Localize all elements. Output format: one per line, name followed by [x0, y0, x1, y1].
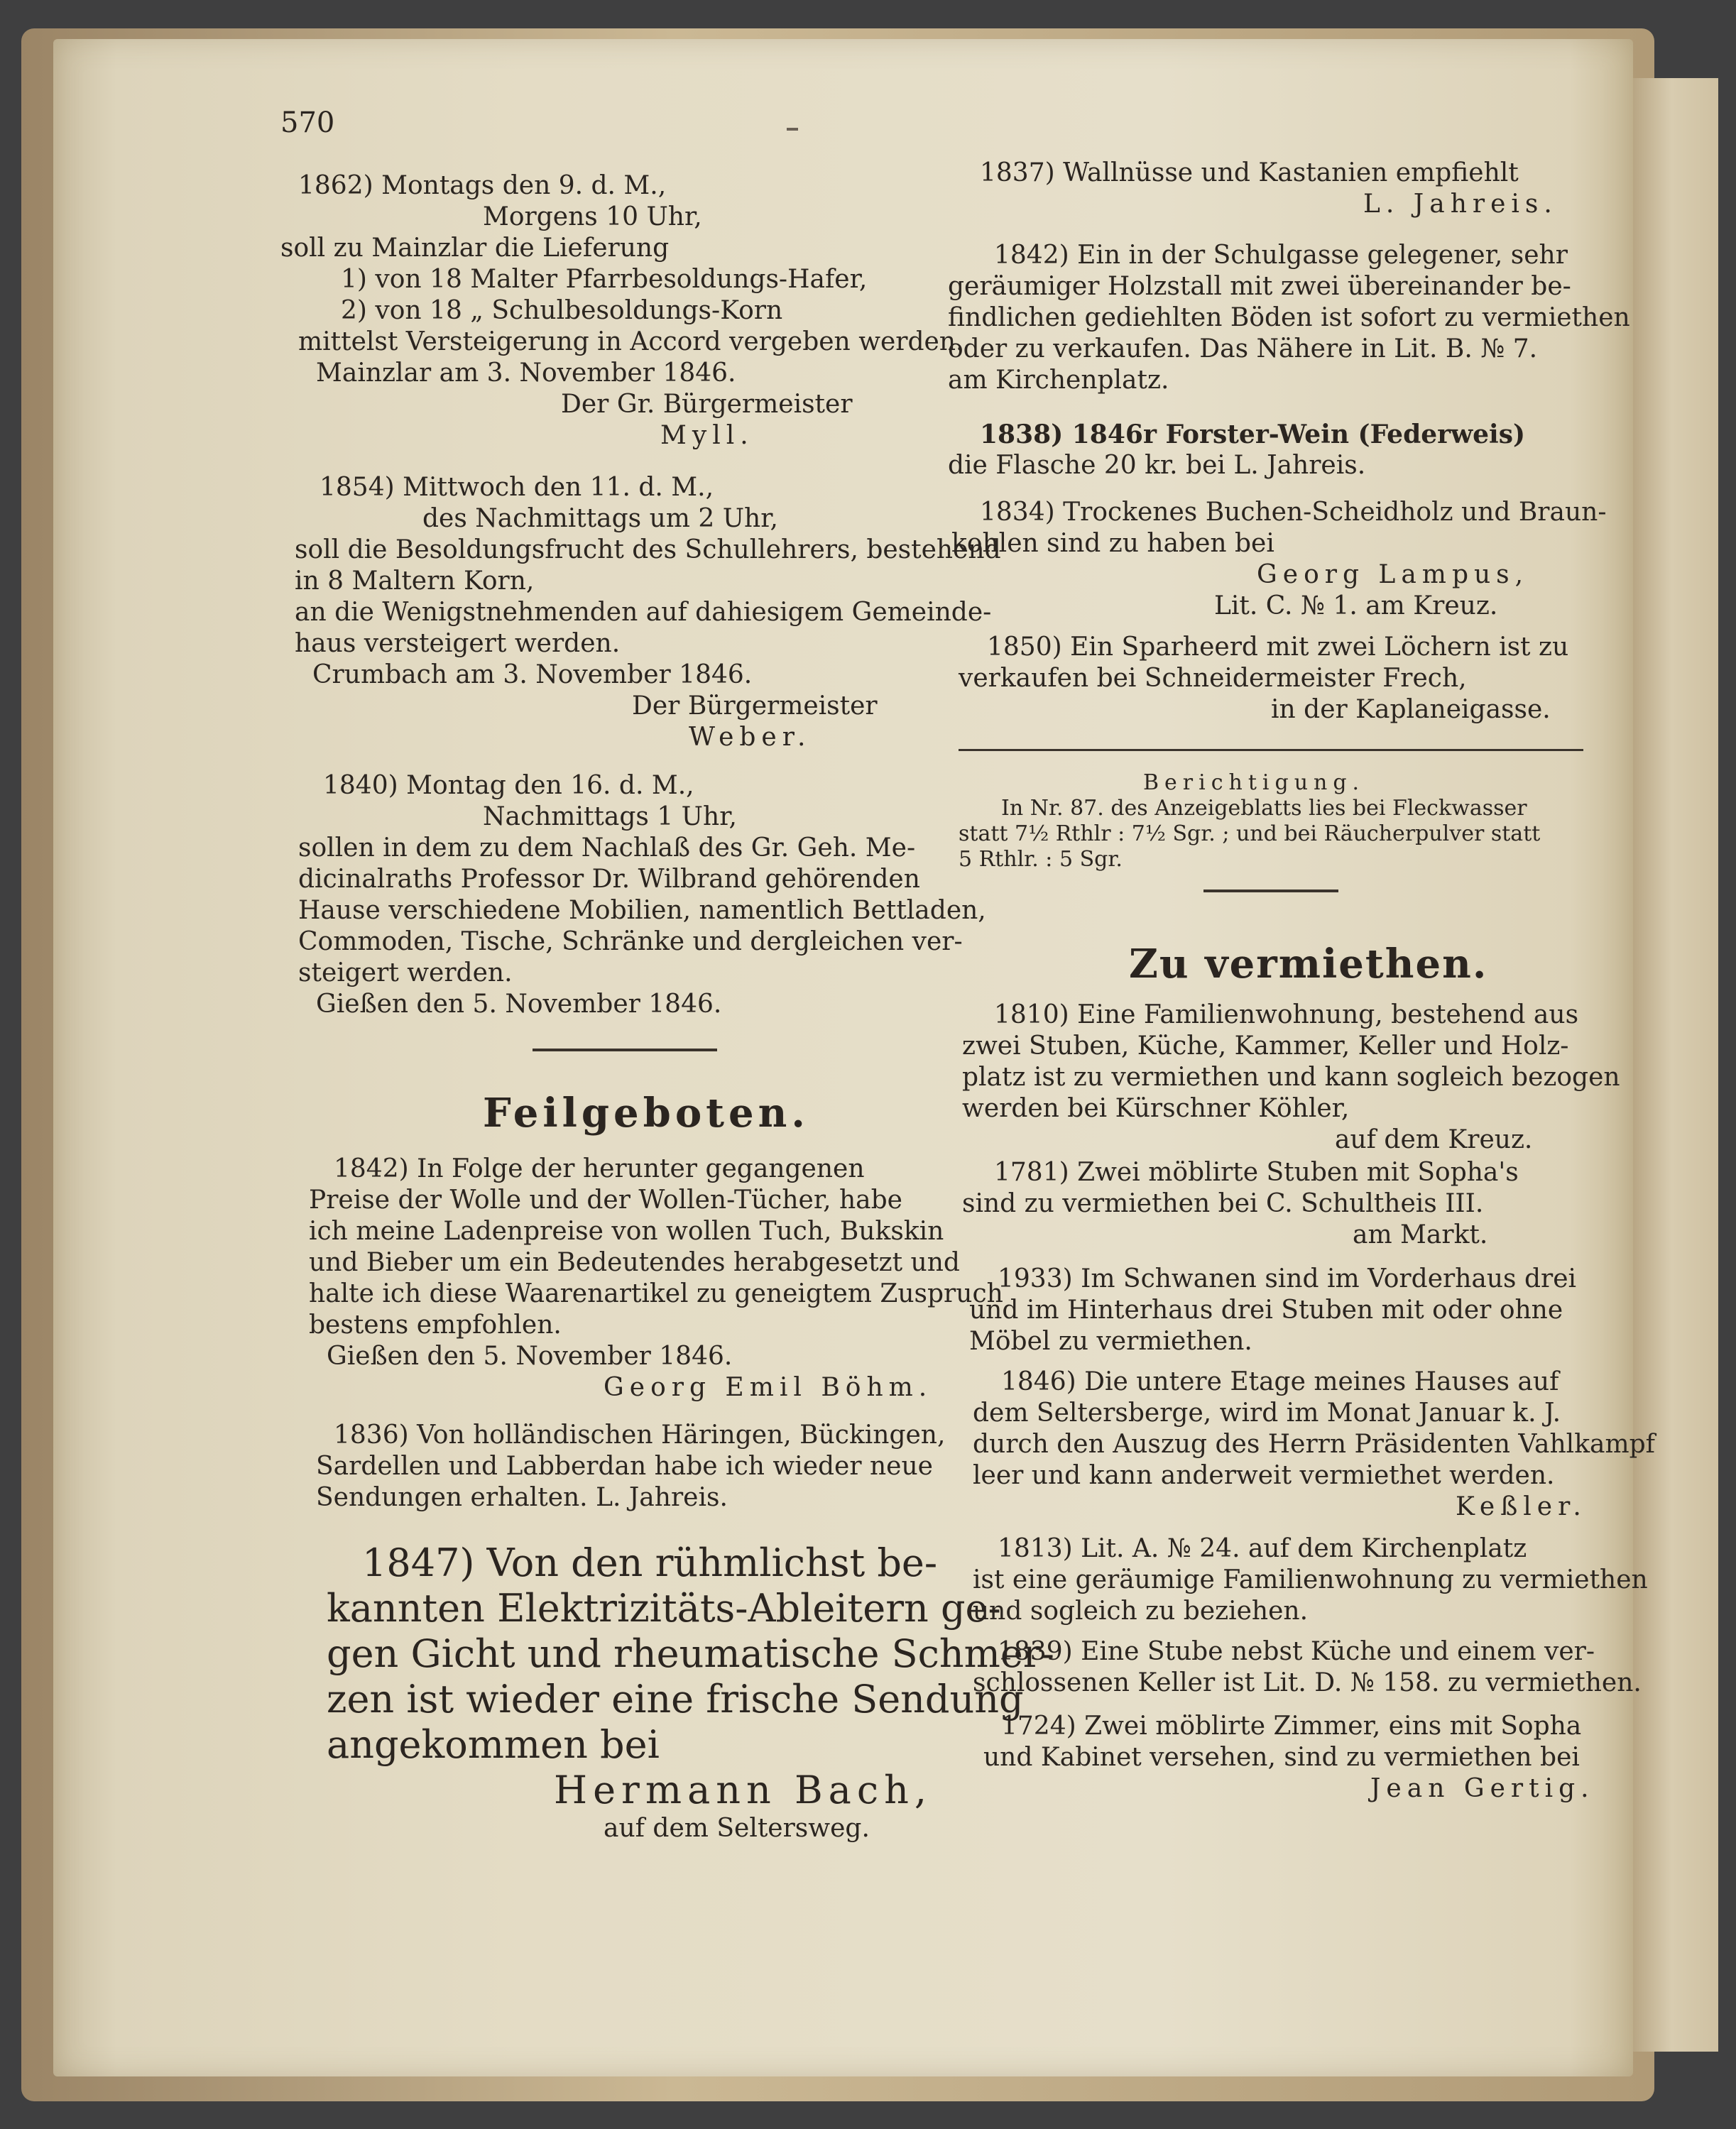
ad-1813: 1813) Lit. A. № 24. auf dem Kirchenplatz ist eine geräumige Familienwohnung zu vermiethen und sogleich zu beziehen. [973, 1534, 1648, 1626]
ad-1933: 1933) Im Schwanen sind im Vorderhaus drei und im Hinterhaus drei Stuben mit oder ohne Möbel zu vermiethen. [969, 1264, 1577, 1356]
page-number: 570 [280, 106, 335, 139]
section-heading-zu-vermiethen: Zu vermiethen. [1129, 941, 1488, 987]
ad-1842-holzstall: 1842) Ein in der Schulgasse gelegener, sehr geräumiger Holzstall mit zwei übereinander be- findlichen gediehlten Böden ist sofort zu vermiethen oder zu verkaufen. Das Nähere in Lit. B. № 7. am Kirchenplatz. [948, 241, 1630, 395]
ad-1850: 1850) Ein Sparheerd mit zwei Löchern ist zu verkaufen bei Schneidermeister Frech, in der Kaplaneigasse. [959, 633, 1569, 724]
facing-page-edge [1633, 78, 1718, 2052]
ad-1837: 1837) Wallnüsse und Kastanien empfiehlt L. Jahreis. [980, 158, 1558, 219]
ad-1862: 1862) Montags den 9. d. M., Morgens 10 Uhr, soll zu Mainzlar die Lieferung 1) von 18 Malter Pfarrbesoldungs-Hafer, 2) von 18 „ Schulbesoldungs-Korn mittelst Versteigerung in Accord vergeben werden. Mainzlar am 3. November 1846. Der Gr. Bürgermeister Myll. [280, 171, 964, 450]
section-divider [533, 1049, 717, 1051]
ad-1834: 1834) Trockenes Buchen-Scheidholz und Braun- kohlen sind zu haben bei Georg Lampus, Lit. C. № 1. am Kreuz. [951, 498, 1607, 620]
ad-1842-wool: 1842) In Folge der herunter gegangenen Preise der Wolle und der Wollen-Tücher, habe ich meine Ladenpreise von wollen Tuch, Bukskin und Bieber um ein Bedeutendes herabgesetzt und halte ich diese Waarenartikel zu geneigtem Zuspruch bestens empfohlen. Gießen den 5. November 1846. Georg Emil Böhm. [309, 1154, 1003, 1402]
ad-1854: 1854) Mittwoch den 11. d. M., des Nachmittags um 2 Uhr, soll die Besoldungsfrucht des Schullehrers, bestehend in 8 Maltern Korn, an die Wenigstnehmenden auf dahiesigem Gemeinde- haus versteigert werden. Crumbach am 3. November 1846. Der Bürgermeister Weber. [295, 473, 1001, 752]
ad-1810: 1810) Eine Familienwohnung, bestehend aus zwei Stuben, Küche, Kammer, Keller und Holz- platz ist zu vermiethen und kann sogleich bezogen werden bei Kürschner Köhler, auf dem Kreuz. [962, 1000, 1620, 1154]
section-divider [1203, 890, 1338, 892]
ad-1781: 1781) Zwei möblirte Stuben mit Sopha's sind zu vermiethen bei C. Schultheis III. am Markt. [962, 1158, 1519, 1249]
ad-1839: 1839) Eine Stube nebst Küche und einem ver- schlossenen Keller ist Lit. D. № 158. zu vermiethen. [973, 1637, 1642, 1697]
section-heading-feilgeboten: Feilgeboten. [483, 1090, 809, 1137]
ad-1846: 1846) Die untere Etage meines Hauses auf dem Seltersberge, wird im Monat Januar k. J. durch den Auszug des Herrn Präsidenten Vahlkampf leer und kann anderweit vermiethet werden. Keßler. [973, 1367, 1655, 1521]
ad-1847: 1847) Von den rühmlichst be- kannten Elektrizitäts-Ableitern ge- gen Gicht und rheumatische Schmer- zen ist wieder eine frische Sendung angekommen bei Hermann Bach, auf dem Seltersweg. [327, 1540, 1054, 1843]
correction-top-rule [959, 749, 1583, 751]
ad-1840: 1840) Montag den 16. d. M., Nachmittags 1 Uhr, sollen in dem zu dem Nachlaß des Gr. Geh. Me- dicinalraths Professor Dr. Wilbrand gehörenden Hause verschiedene Mobilien, namentlich Bettladen, Commoden, Tische, Schränke und dergleichen ver- steigert werden. Gießen den 5. November 1846. [298, 771, 986, 1019]
ad-1836: 1836) Von holländischen Häringen, Bückingen, Sardellen und Labberdan habe ich wieder neue Sendungen erhalten. L. Jahreis. [316, 1421, 946, 1512]
correction-notice: Berichtigung. In Nr. 87. des Anzeigeblatts lies bei Fleckwasser statt 7½ Rthlr : 7½ Sgr. ; und bei Räucherpulver statt 5 Rthlr. : 5 Sgr. [959, 770, 1541, 872]
ad-1724: 1724) Zwei möblirte Zimmer, eins mit Sopha und Kabinet versehen, sind zu vermiethen bei Jean Gertig. [983, 1712, 1595, 1803]
header-mark [787, 128, 798, 131]
ad-1838: 1838) 1846r Forster-Wein (Federweis) die Flasche 20 kr. bei L. Jahreis. [948, 420, 1525, 480]
